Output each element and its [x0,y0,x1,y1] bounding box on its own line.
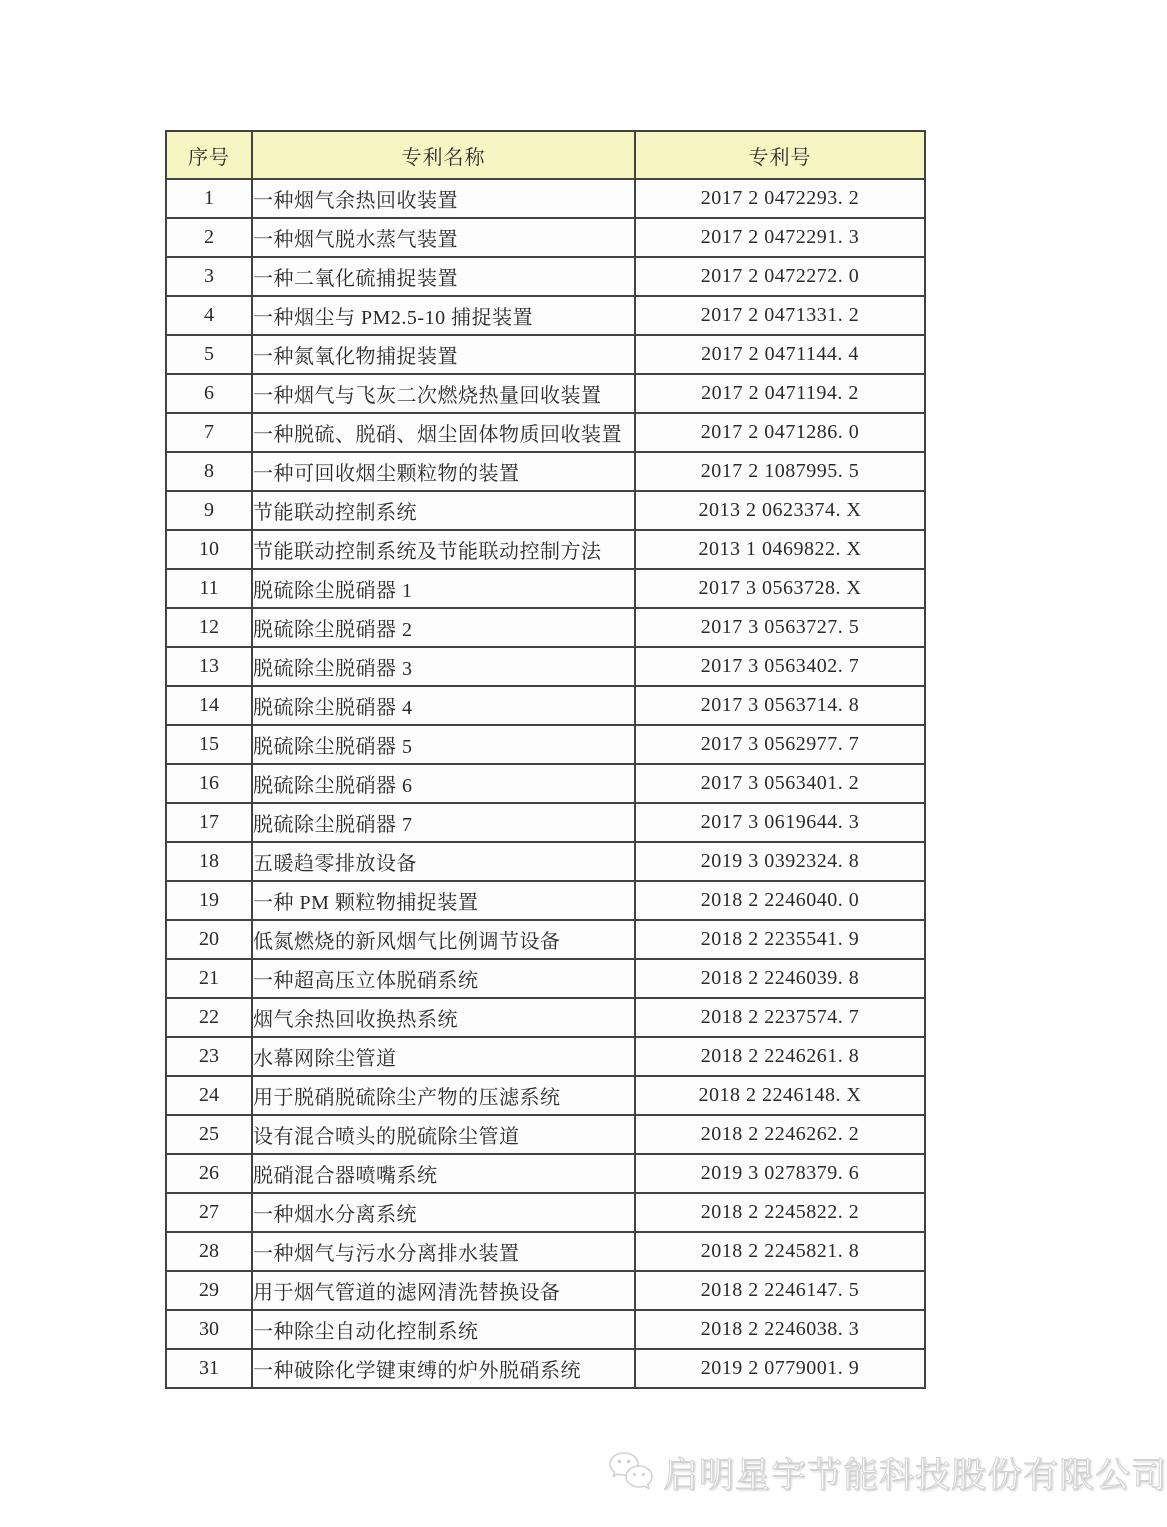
patent-name-cell: 一种烟气余热回收装置 [252,179,635,218]
row-index-cell: 17 [166,803,252,842]
patent-name-cell: 一种烟气与飞灰二次燃烧热量回收装置 [252,374,635,413]
patent-name-cell: 脱硝混合器喷嘴系统 [252,1154,635,1193]
patent-name-cell: 一种氮氧化物捕捉装置 [252,335,635,374]
patent-number-cell: 2017 3 0563402. 7 [635,647,925,686]
patent-number-cell: 2018 2 2245822. 2 [635,1193,925,1232]
patent-number-cell: 2018 2 2237574. 7 [635,998,925,1037]
patent-name-cell: 一种二氧化硫捕捉装置 [252,257,635,296]
row-index-cell: 4 [166,296,252,335]
patent-number-cell: 2013 1 0469822. X [635,530,925,569]
patent-name-cell: 脱硫除尘脱硝器 2 [252,608,635,647]
table-row [166,1349,925,1388]
patent-name-cell: 一种 PM 颗粒物捕捉装置 [252,881,635,920]
patent-name-cell: 一种脱硫、脱硝、烟尘固体物质回收装置 [252,413,635,452]
patent-name-cell: 节能联动控制系统 [252,491,635,530]
table-row [166,179,925,218]
row-index-cell: 10 [166,530,252,569]
patent-number-cell: 2018 2 2246261. 8 [635,1037,925,1076]
patent-number-cell: 2017 3 0563401. 2 [635,764,925,803]
row-index-cell: 30 [166,1310,252,1349]
patent-name-cell: 脱硫除尘脱硝器 5 [252,725,635,764]
patent-table-header [166,131,925,179]
patent-name-cell: 水幕网除尘管道 [252,1037,635,1076]
patent-name-cell: 一种烟水分离系统 [252,1193,635,1232]
table-row [166,374,925,413]
patent-table [165,130,926,1389]
patent-number-cell: 2017 3 0563714. 8 [635,686,925,725]
patent-number-cell: 2018 2 2246040. 0 [635,881,925,920]
patent-name-cell: 脱硫除尘脱硝器 3 [252,647,635,686]
patent-number-cell: 2017 3 0562977. 7 [635,725,925,764]
patent-table-body [166,179,925,1388]
row-index-cell: 1 [166,179,252,218]
patent-number-cell: 2017 3 0619644. 3 [635,803,925,842]
row-index-cell: 20 [166,920,252,959]
row-index-cell: 2 [166,218,252,257]
patent-name-cell: 用于脱硝脱硫除尘产物的压滤系统 [252,1076,635,1115]
patent-name-cell: 一种可回收烟尘颗粒物的装置 [252,452,635,491]
row-index-cell: 19 [166,881,252,920]
table-row [166,491,925,530]
patent-name-cell: 烟气余热回收换热系统 [252,998,635,1037]
patent-number-cell: 2017 2 0471194. 2 [635,374,925,413]
header-row [166,131,925,179]
patent-number-cell: 2017 2 0472272. 0 [635,257,925,296]
row-index-cell: 8 [166,452,252,491]
row-index-cell: 18 [166,842,252,881]
patent-name-cell: 一种超高压立体脱硝系统 [252,959,635,998]
table-row [166,764,925,803]
row-index-cell: 11 [166,569,252,608]
patent-name-cell: 一种烟尘与 PM2.5-10 捕捉装置 [252,296,635,335]
row-index-cell: 7 [166,413,252,452]
table-row [166,530,925,569]
company-name: 启明星宇节能科技股份有限公司 [663,1456,1167,1495]
patent-number-cell: 2018 2 2246262. 2 [635,1115,925,1154]
row-index-cell: 6 [166,374,252,413]
row-index-cell: 28 [166,1232,252,1271]
patent-number-cell: 2018 2 2246039. 8 [635,959,925,998]
table-row [166,1115,925,1154]
patent-number-cell: 2018 2 2246147. 5 [635,1271,925,1310]
patent-number-cell: 2017 2 1087995. 5 [635,452,925,491]
row-index-cell: 23 [166,1037,252,1076]
row-index-cell: 21 [166,959,252,998]
table-row [166,608,925,647]
table-row [166,725,925,764]
patent-number-cell: 2019 3 0278379. 6 [635,1154,925,1193]
patent-name-cell: 脱硫除尘脱硝器 4 [252,686,635,725]
patent-number-cell: 2017 2 0471331. 2 [635,296,925,335]
patent-name-cell: 脱硫除尘脱硝器 7 [252,803,635,842]
table-row [166,1154,925,1193]
col-header-name: 专利名称 [252,131,635,179]
row-index-cell: 12 [166,608,252,647]
table-row [166,296,925,335]
patent-number-cell: 2017 2 0472291. 3 [635,218,925,257]
patent-name-cell: 一种烟气与污水分离排水装置 [252,1232,635,1271]
table-row [166,686,925,725]
table-row [166,1076,925,1115]
table-row [166,842,925,881]
patent-name-cell: 节能联动控制系统及节能联动控制方法 [252,530,635,569]
table-row [166,1271,925,1310]
table-row [166,257,925,296]
table-row [166,1037,925,1076]
patent-number-cell: 2018 2 2235541. 9 [635,920,925,959]
col-header-number: 专利号 [635,131,925,179]
patent-number-cell: 2013 2 0623374. X [635,491,925,530]
table-row [166,1193,925,1232]
table-row [166,452,925,491]
table-row [166,998,925,1037]
table-row [166,218,925,257]
row-index-cell: 14 [166,686,252,725]
patent-number-cell: 2017 2 0471144. 4 [635,335,925,374]
patent-number-cell: 2017 3 0563728. X [635,569,925,608]
table-row [166,920,925,959]
table-row [166,413,925,452]
row-index-cell: 22 [166,998,252,1037]
patent-name-cell: 设有混合喷头的脱硫除尘管道 [252,1115,635,1154]
row-index-cell: 26 [166,1154,252,1193]
table-row [166,1310,925,1349]
patent-number-cell: 2019 2 0779001. 9 [635,1349,925,1388]
col-header-index: 序号 [166,131,252,179]
patent-number-cell: 2018 2 2246148. X [635,1076,925,1115]
row-index-cell: 13 [166,647,252,686]
patent-number-cell: 2019 3 0392324. 8 [635,842,925,881]
row-index-cell: 5 [166,335,252,374]
row-index-cell: 31 [166,1349,252,1388]
patent-number-cell: 2017 2 0471286. 0 [635,413,925,452]
row-index-cell: 15 [166,725,252,764]
row-index-cell: 24 [166,1076,252,1115]
row-index-cell: 3 [166,257,252,296]
company-watermark [603,1445,1167,1501]
patent-name-cell: 低氮燃烧的新风烟气比例调节设备 [252,920,635,959]
patent-name-cell: 一种除尘自动化控制系统 [252,1310,635,1349]
wechat-icon [603,1446,657,1500]
patent-name-cell: 用于烟气管道的滤网清洗替换设备 [252,1271,635,1310]
table-row [166,959,925,998]
table-row [166,881,925,920]
row-index-cell: 9 [166,491,252,530]
table-row [166,569,925,608]
patent-name-cell: 一种烟气脱水蒸气装置 [252,218,635,257]
table-row [166,335,925,374]
table-row [166,803,925,842]
patent-name-cell: 脱硫除尘脱硝器 1 [252,569,635,608]
table-row [166,1232,925,1271]
patent-name-cell: 五暖趋零排放设备 [252,842,635,881]
patent-number-cell: 2017 2 0472293. 2 [635,179,925,218]
row-index-cell: 16 [166,764,252,803]
row-index-cell: 25 [166,1115,252,1154]
patent-name-cell: 脱硫除尘脱硝器 6 [252,764,635,803]
row-index-cell: 27 [166,1193,252,1232]
patent-number-cell: 2018 2 2246038. 3 [635,1310,925,1349]
patent-number-cell: 2018 2 2245821. 8 [635,1232,925,1271]
patent-number-cell: 2017 3 0563727. 5 [635,608,925,647]
patent-name-cell: 一种破除化学键束缚的炉外脱硝系统 [252,1349,635,1388]
table-row [166,647,925,686]
row-index-cell: 29 [166,1271,252,1310]
